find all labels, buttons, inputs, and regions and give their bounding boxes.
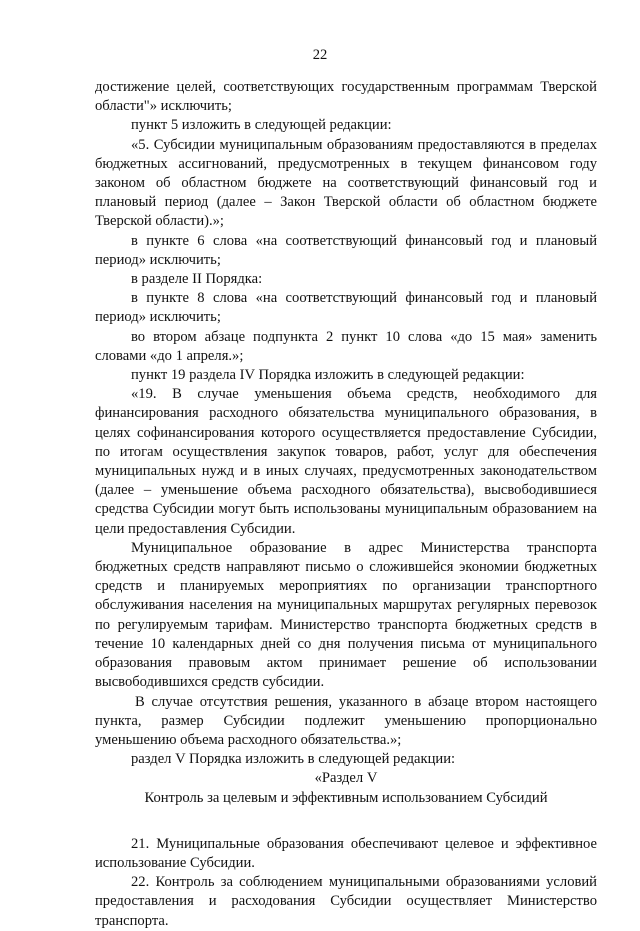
- paragraph: в пункте 6 слова «на соответствующий финансовый год и плановый период» исключить;: [95, 232, 597, 268]
- page-number: 22: [312, 47, 328, 63]
- paragraph: достижение целей, соответствующих государственным программам Тверской области"» исключить;: [95, 79, 597, 115]
- paragraph: во втором абзаце подпункта 2 пункт 10 слова «до 15 мая» заменить словами «до 1 апреля.»;: [95, 328, 597, 364]
- paragraph: пункт 19 раздела IV Порядка изложить в следующей редакции:: [131, 367, 525, 384]
- paragraph: В случае отсутствия решения, указанного в абзаце втором настоящего пункта, размер Субсидии подлежит уменьшению пропорционально уменьшению объема расходного обязательства.»;: [95, 693, 597, 748]
- paragraph: «5. Субсидии муниципальным образованиям предоставляются в пределах бюджетных ассигнований, предусмотренных в текущем финансовом году законом об областном бюджете на соответствующий финансовый год и плановый период (далее – Закон Тверской области об областном бюджете Тверской области).»;: [95, 136, 597, 230]
- spacer: [95, 808, 597, 835]
- paragraph: пункт 5 изложить в следующей редакции:: [131, 117, 392, 134]
- paragraph: «19. В случае уменьшения объема средств, необходимого для финансирования расходного обязательства муниципального образования, в целях софинансирования которого осуществляется предоставление Субсидии, по итогам осуществления закупок товаров, работ, услуг для обеспечения муниципальных нужд и в иных случаях, предусмотренных законодательством (далее – уменьшение объема расходного обязательства), высвободившиеся средства Субсидии могут быть использованы муниципальным образованием на цели предоставления Субсидии.: [95, 386, 597, 537]
- paragraph: 22. Контроль за соблюдением муниципальными образованиями условий предоставления и расходования Субсидии осуществляет Министерство транспорта.: [95, 874, 597, 929]
- paragraph: в пункте 8 слова «на соответствующий финансовый год и плановый период» исключить;: [95, 290, 597, 326]
- paragraph: 21. Муниципальные образования обеспечивают целевое и эффективное использование Субсидии.: [95, 835, 597, 871]
- section-heading: «Раздел V: [314, 770, 378, 787]
- paragraph: в разделе II Порядка:: [131, 271, 263, 288]
- paragraph: раздел V Порядка изложить в следующей редакции:: [131, 751, 456, 768]
- document-body: [95, 78, 597, 931]
- section-title: Контроль за целевым и эффективным использованием Субсидий: [144, 789, 548, 806]
- paragraph: Муниципальное образование в адрес Министерства транспорта бюджетных средств направляют письмо о сложившейся экономии бюджетных средств и планируемых мероприятиях по организации транспортного обслуживания населения на муниципальных маршрутах регулярных перевозок по регулируемым тарифам. Министерство транспорта бюджетных средств в течение 10 календарных дней со дня получения письма от муниципального образования правовым актом принимает решение об использовании высвободившихся средств субсидии.: [95, 539, 597, 691]
